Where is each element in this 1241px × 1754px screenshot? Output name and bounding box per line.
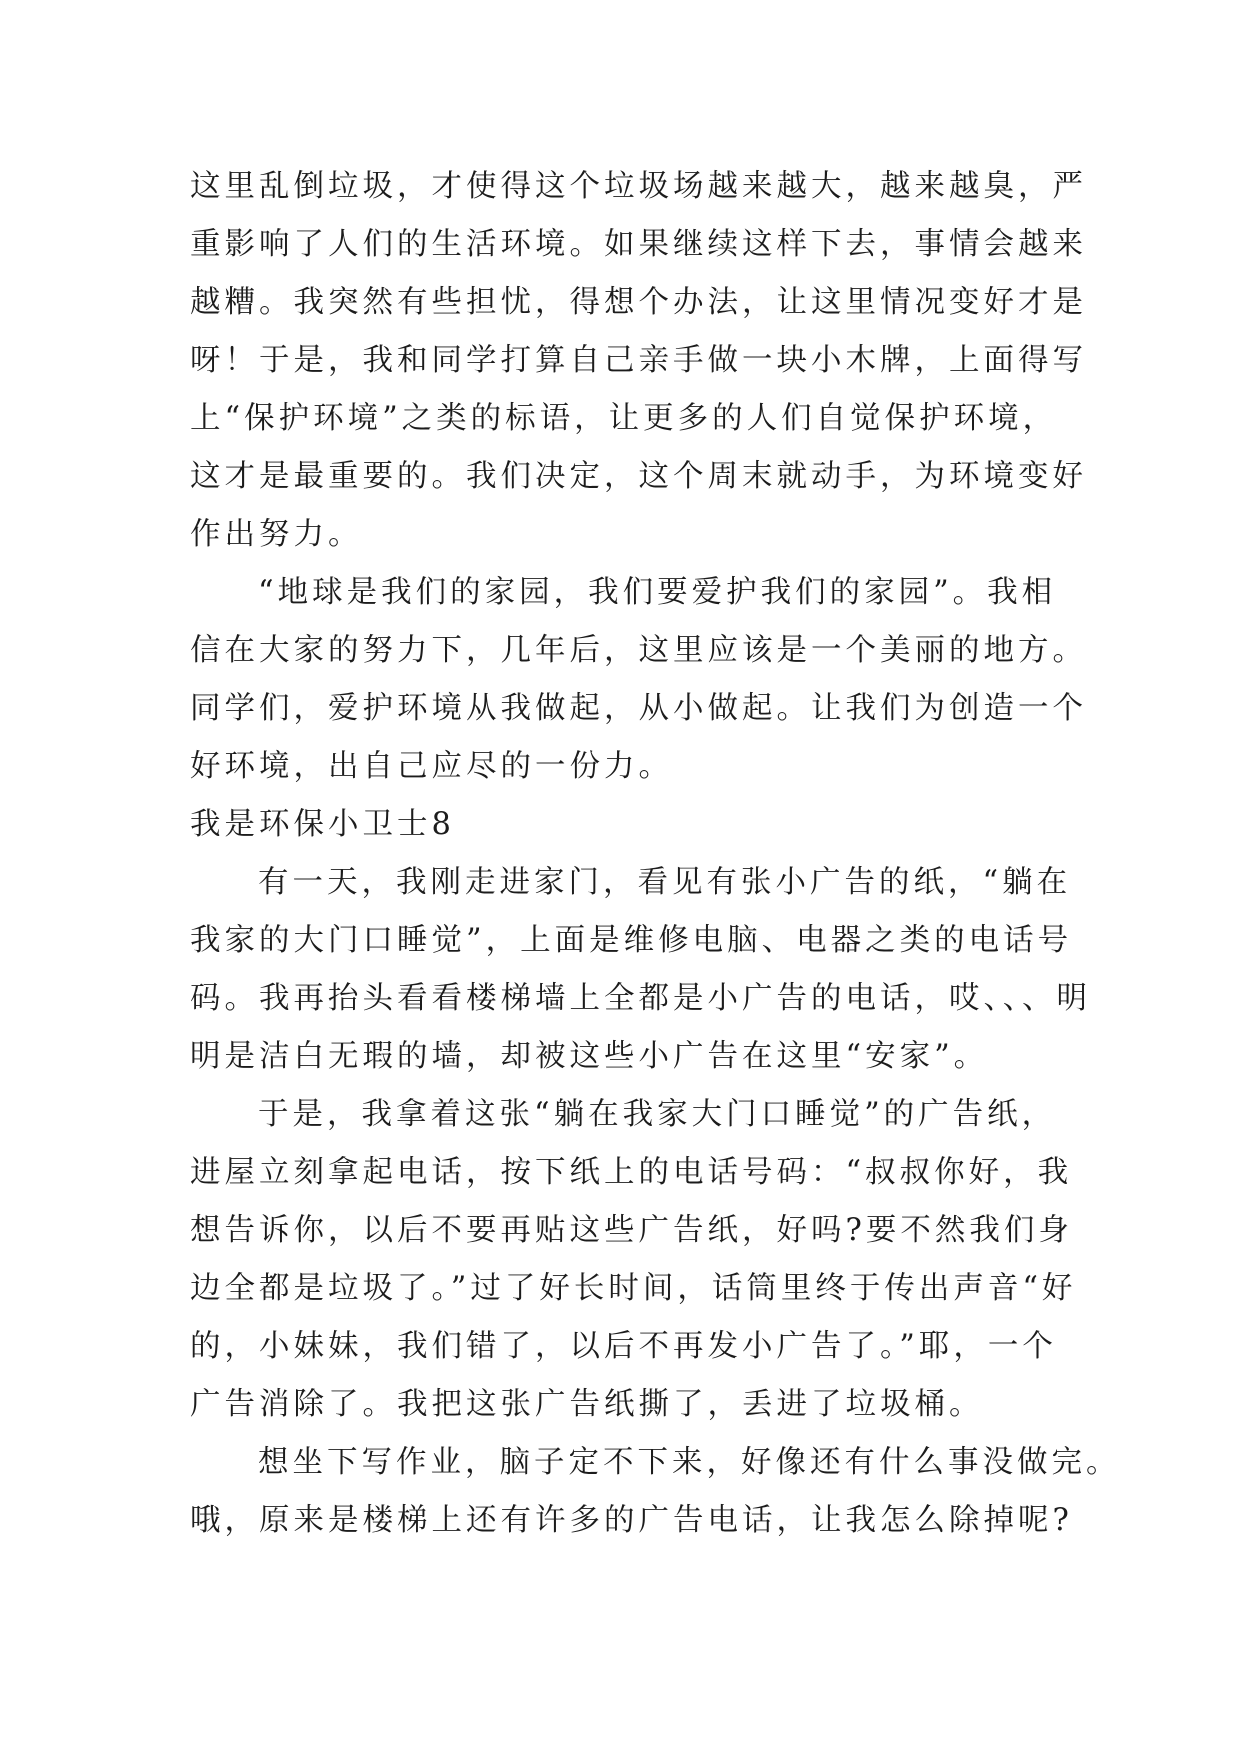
paragraph: [190, 854, 1091, 1086]
text-line: 想告诉你，以后不要再贴这些广告纸，好吗?要不然我们身: [190, 1213, 1073, 1248]
text-line: 这才是最重要的。我们决定，这个周末就动手，为环境变好: [190, 459, 1087, 494]
text-line: 好环境，出自己应尽的一份力。: [190, 749, 673, 784]
text-line: 于是，我拿着这张“躺在我家大门口睡觉”的广告纸，: [258, 1097, 1057, 1132]
text-line: 重影响了人们的生活环境。如果继续这样下去，事情会越来: [190, 227, 1087, 262]
text-line: 广告消除了。我把这张广告纸撕了，丢进了垃圾桶。: [190, 1387, 984, 1422]
text-line: 明是洁白无瑕的墙，却被这些小广告在这里“安家”。: [190, 1039, 989, 1074]
text-line: 的，小妹妹，我们错了，以后不再发小广告了。”耶，一个: [190, 1329, 1057, 1364]
text-line: “地球是我们的家园，我们要爱护我们的家园”。我相: [258, 575, 1057, 610]
paragraph: [190, 564, 1087, 796]
text-line: 越糟。我突然有些担忧，得想个办法，让这里情况变好才是: [190, 285, 1087, 320]
document-body: [190, 158, 1121, 1550]
text-line: 上“保护环境”之类的标语，让更多的人们自觉保护环境，: [190, 401, 1058, 436]
text-line: 这里乱倒垃圾，才使得这个垃圾场越来越大，越来越臭，严: [190, 169, 1087, 204]
paragraph: [190, 1434, 1121, 1550]
text-line: 呀！于是，我和同学打算自己亲手做一块小木牌，上面得写: [190, 343, 1087, 378]
text-line: 作出努力。: [190, 517, 363, 552]
paragraph: [190, 158, 1087, 564]
text-line: 进屋立刻拿起电话，按下纸上的电话号码：“叔叔你好，我: [190, 1155, 1073, 1190]
section-title: 我是环保小卫士8: [190, 807, 455, 842]
text-line: 码。我再抬头看看楼梯墙上全都是小广告的电话，哎、、、明: [190, 981, 1091, 1016]
text-line: 我家的大门口睡觉”，上面是维修电脑、电器之类的电话号: [190, 923, 1073, 958]
paragraph: [190, 1086, 1077, 1434]
text-line: 有一天，我刚走进家门，看见有张小广告的纸，“躺在: [258, 865, 1072, 900]
text-line: 同学们，爱护环境从我做起，从小做起。让我们为创造一个: [190, 691, 1087, 726]
text-line: 想坐下写作业，脑子定不下来，好像还有什么事没做完。: [258, 1445, 1121, 1480]
text-line: 哦，原来是楼梯上还有许多的广告电话，让我怎么除掉呢?: [190, 1503, 1073, 1538]
text-line: 信在大家的努力下，几年后，这里应该是一个美丽的地方。: [190, 633, 1087, 668]
text-line: 边全都是垃圾了。”过了好长时间，话筒里终于传出声音“好: [190, 1271, 1077, 1306]
